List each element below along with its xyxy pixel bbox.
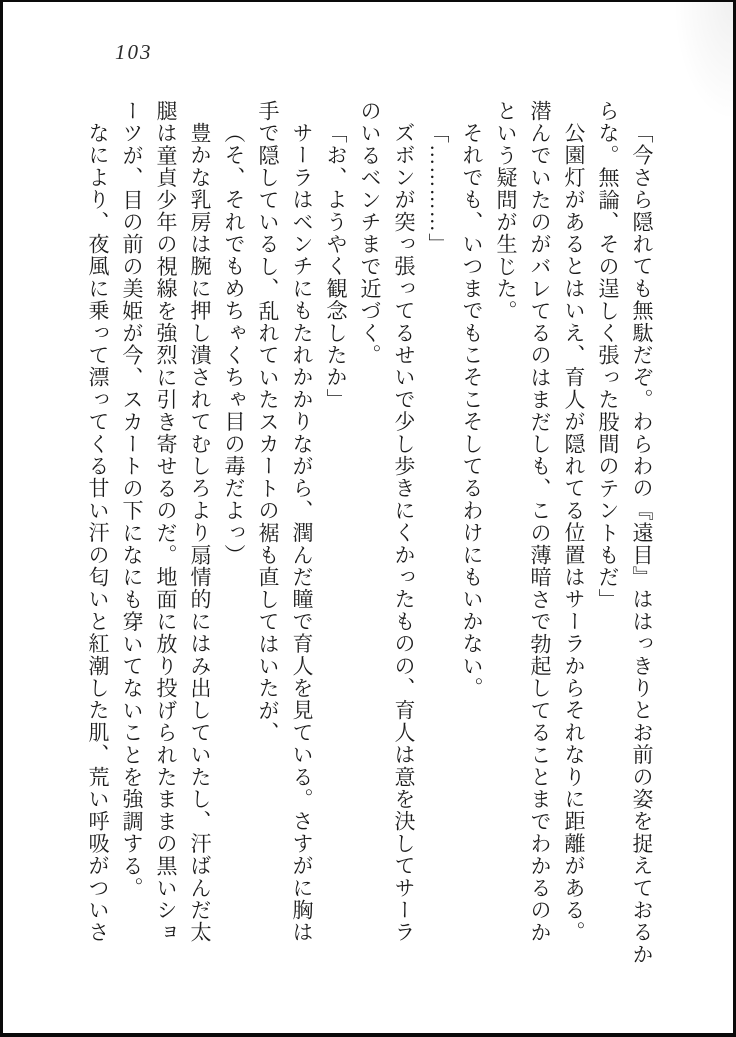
text-column: ズボンが突っ張ってるせいで少し歩きにくかったものの、育人は意を決してサーラ bbox=[392, 122, 416, 944]
body-text bbox=[81, 100, 659, 966]
text-column: なにより、夜風に乗って漂ってくる甘い汗の匂いと紅潮した肌、荒い呼吸がついさ bbox=[86, 122, 110, 944]
text-column: らな。無論、その逞しく張った股間のテントもだ」 bbox=[596, 100, 620, 611]
text-column: 「…………」 bbox=[426, 122, 450, 256]
text-column: サーラはベンチにもたれかかりながら、潤んだ瞳で育人を見ている。さすがに胸は bbox=[290, 122, 314, 944]
text-column: それでも、いつまでもこそこそしてるわけにもいかない。 bbox=[460, 122, 484, 700]
page-number: 103 bbox=[115, 40, 153, 64]
text-column: 「お、ようやく観念したか」 bbox=[324, 122, 348, 411]
text-column: のいるベンチまで近づく。 bbox=[358, 100, 382, 367]
text-column: 「今さら隠れても無駄だぞ。わらわの『遠目』ははっきりとお前の姿を捉えておるか bbox=[630, 122, 654, 966]
scan-shadow bbox=[673, 2, 733, 122]
text-column: 腿は童貞少年の視線を強烈に引き寄せるのだ。地面に放り投げられたままの黒いショ bbox=[154, 100, 178, 944]
text-column: 豊かな乳房は腕に押し潰されてむしろより扇情的にはみ出していたし、汗ばんだ太 bbox=[188, 122, 212, 944]
text-column: 手で隠しているし、乱れていたスカートの裾も直してはいたが、 bbox=[256, 100, 280, 744]
text-column: （そ、それでもめちゃくちゃ目の毒だよっ） bbox=[222, 122, 246, 566]
text-column: ーツが、目の前の美姫が今、スカートの下になにも穿いてないことを強調する。 bbox=[120, 100, 144, 900]
text-column: という疑問が生じた。 bbox=[494, 100, 518, 322]
text-column: 潜んでいたのがバレてるのはまだしも、この薄暗さで勃起してることまでわかるのか bbox=[528, 100, 552, 944]
text-column: 公園灯があるとはいえ、育人が隠れてる位置はサーラからそれなりに距離がある。 bbox=[562, 122, 586, 944]
